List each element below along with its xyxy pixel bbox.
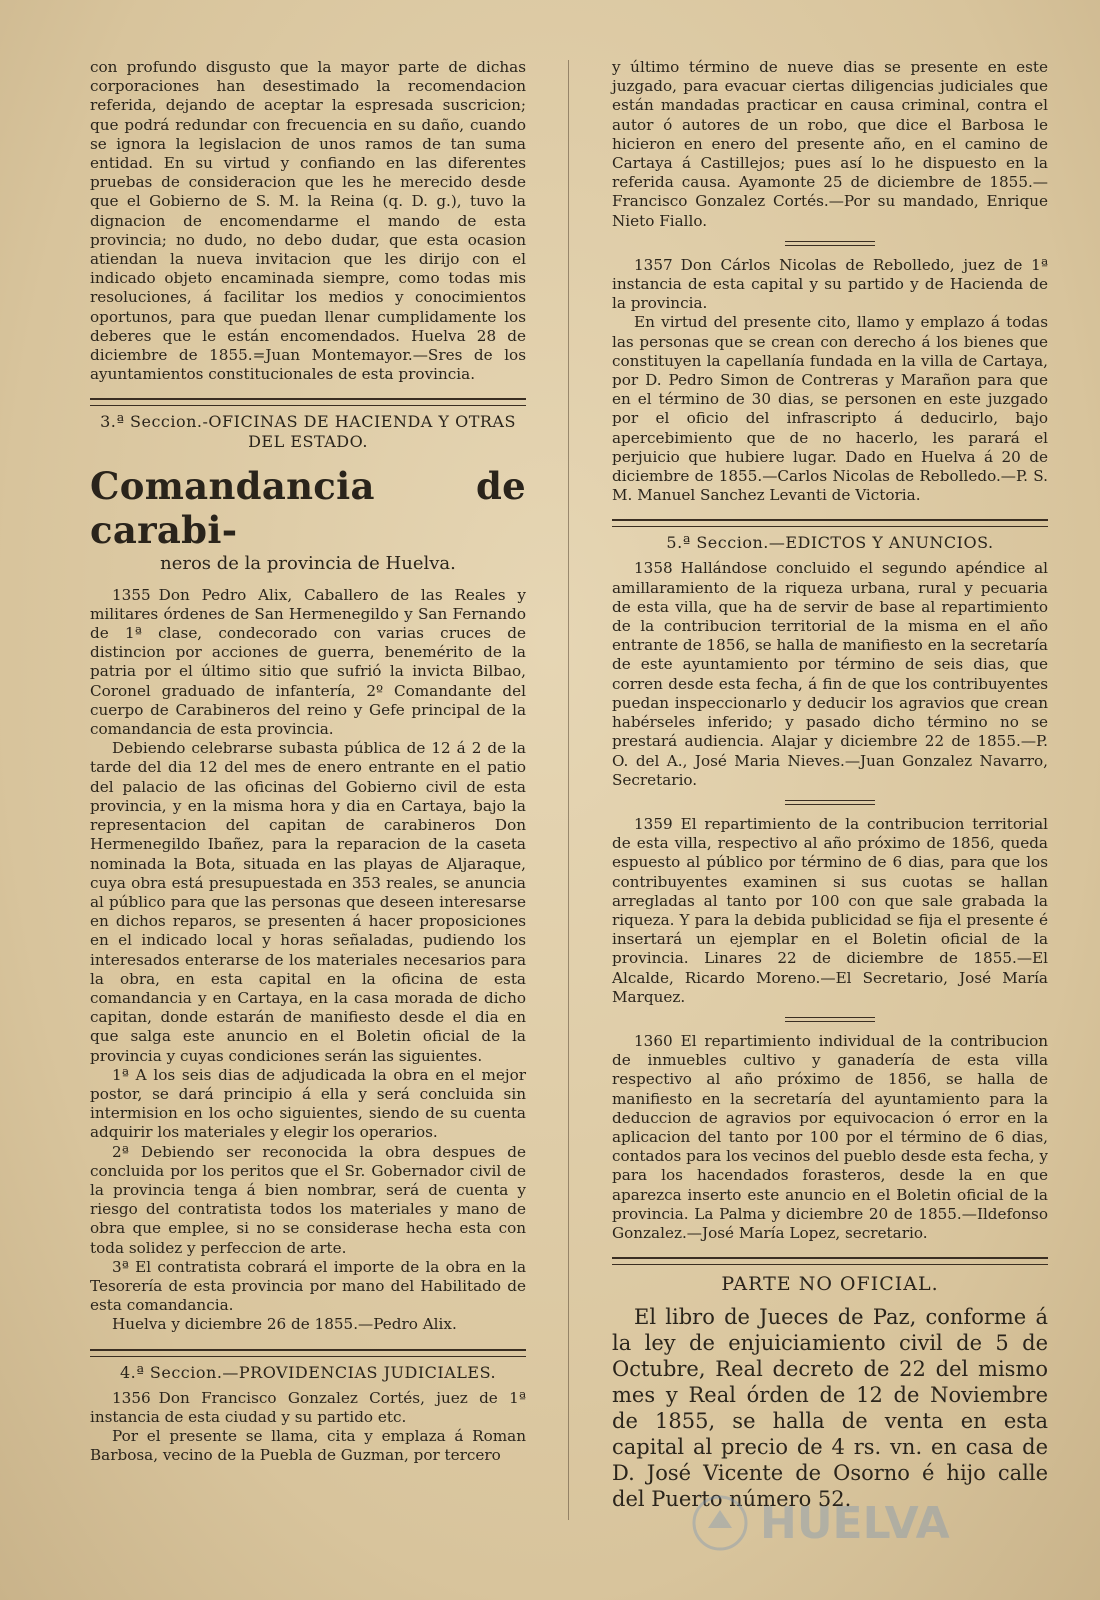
right-column bbox=[612, 58, 1048, 1530]
left-column bbox=[90, 58, 526, 1530]
entry-number: 1360 bbox=[634, 1031, 673, 1050]
comandancia-title: Comandancia de carabi- bbox=[90, 464, 526, 553]
short-rule bbox=[785, 1017, 875, 1022]
archive-watermark-logo bbox=[690, 1488, 1020, 1558]
entry-1355-header: 1355 Don Pedro Alix, Caballero de las Reales y militares órdenes de San Hermenegildo y San Fernando de 1ª clase, condecorado con varias cruces de distincion por acciones de guerra, benemérito de la patria por el último sitio que sufrió la invicta Bilbao, Coronel graduado de infantería, 2º Comandante del cuerpo de Carabineros del reino y Gefe principal de la comandancia de esta provincia. bbox=[90, 585, 526, 739]
entry-number: 1359 bbox=[634, 814, 673, 833]
comandancia-subtitle: neros de la provincia de Huelva. bbox=[160, 553, 456, 575]
entry-number: 1356 bbox=[112, 1388, 151, 1407]
book-sale-notice: El libro de Jueces de Paz, conforme á la ley de enjuiciamiento civil de 5 de Octubre, Real decreto de 22 del mismo mes y Real órden de 12 de Noviembre de 1855, se halla de venta en esta capital al precio de 4 rs. vn. en casa de D. José Vicente de Osorno é hijo calle del Puerto número 52. bbox=[612, 1305, 1048, 1512]
section-rule bbox=[90, 398, 526, 406]
short-rule bbox=[785, 800, 875, 805]
column-divider bbox=[568, 60, 569, 1520]
section-3-heading: 3.ª Seccion.-OFICINAS DE HACIENDA Y OTRAS DEL ESTADO. bbox=[100, 412, 516, 452]
section-5-heading: 5.ª Seccion.—EDICTOS Y ANUNCIOS. bbox=[666, 533, 994, 553]
condition-1: 1ª A los seis dias de adjudicada la obra en el mejor postor, se dará principio á ella y será concluida sin intermision en los ocho siguientes, siendo de su cuenta adquirir los materiales y elegir los operarios. bbox=[90, 1065, 526, 1142]
entry-1355-signature: Huelva y diciembre 26 de 1855.—Pedro Alix. bbox=[112, 1315, 457, 1334]
entry-1355-body: Debiendo celebrarse subasta pública de 12 á 2 de la tarde del dia 12 del mes de enero entrante en el patio del palacio de las oficinas del Gobierno civil de esta provincia, y en la misma hora y dia en Cartaya, bajo la representacion del capitan de carabineros Don Hermenegildo Ibañez, para la reparacion de la caseta nominada la Bota, situada en las playas de Aljaraque, cuya obra está presupuestada en 353 reales, se anuncia al público para que las personas que deseen interesarse en dichos reparos, se presenten á hacer proposiciones en el indicado local y horas señaladas, pudiendo los interesados enterarse de los materiales necesarios para la obra, en esta capital en la oficina de esta comandancia y en Cartaya, en la casa morada de dicho capitan, donde estarán de manifiesto desde el dia en que salga este anuncio en el Boletin oficial de la provincia y cuyas condiciones serán las siguientes. bbox=[90, 739, 526, 1065]
entry-1356-body: Por el presente se llama, cita y emplaza á Roman Barbosa, vecino de la Puebla de Guzman, por tercero bbox=[90, 1426, 526, 1465]
entry-number: 1357 bbox=[634, 255, 673, 274]
section-rule bbox=[612, 1257, 1048, 1265]
section-rule bbox=[612, 519, 1048, 527]
entry-1358: 1358 Hallándose concluido el segundo apéndice al amillaramiento de la riqueza urbana, rural y pecuaria de esta villa, que ha de servir de base al repartimiento de la contribucion territorial de la misma en el año entrante de 1856, se halla de manifiesto en la secretaría de este ayuntamiento por término de seis dias, que corren desde esta fecha, á fin de que los contribuyentes puedan inspeccionarlo y deducir los agravios que crean habérseles inferido; y pasado dicho término no se prestará audiencia. Alajar y diciembre 22 de 1855.—P. O. del A., José Maria Nieves.—Juan Gonzalez Navarro, Secretario. bbox=[612, 559, 1048, 789]
entry-1357-header: 1357 Don Cárlos Nicolas de Rebolledo, juez de 1ª instancia de esta capital y su partido y de Hacienda de la provincia. bbox=[612, 255, 1048, 313]
parte-no-oficial-heading: PARTE NO OFICIAL. bbox=[721, 1273, 939, 1296]
entry-1360: 1360 El repartimiento individual de la contribucion de inmuebles cultivo y ganadería de esta villa respectivo al año próximo de 1856, se halla de manifiesto en la secretaría del ayuntamiento para la deduccion de agravios por equivocacion ó error en la aplicacion del tanto por 100 por el término de 6 dias, contados para los vecinos del pueblo desde esta fecha, y para los hacendados forasteros, desde la en que aparezca inserto este anuncio en el Boletin oficial de la provincia. La Palma y diciembre 20 de 1855.—Ildefonso Gonzalez.—José María Lopez, secretario. bbox=[612, 1031, 1048, 1242]
short-rule bbox=[785, 241, 875, 246]
entry-1357-body: En virtud del presente cito, llamo y emplazo á todas las personas que se crean con derecho á los bienes que constituyen la capellanía fundada en la villa de Cartaya, por D. Pedro Simon de Contreras y Marañon para que en el término de 30 dias, se personen en este juzgado por el oficio del infrascripto á deducirlo, bajo apercebimiento que de no hacerlo, les parará el perjuicio que hubiere lugar. Dado en Huelva á 20 de diciembre de 1855.—Carlos Nicolas de Rebolledo.—P. S. M. Manuel Sanchez Levanti de Victoria. bbox=[612, 313, 1048, 505]
entry-1356-header: 1356 Don Francisco Gonzalez Cortés, juez de 1ª instancia de esta ciudad y su partido etc. bbox=[90, 1388, 526, 1426]
condition-3: 3ª El contratista cobrará el importe de la obra en la Tesorería de esta provincia por mano del Habilitado de esta comandancia. bbox=[90, 1257, 526, 1315]
entry-number: 1358 bbox=[634, 559, 673, 578]
section-rule bbox=[90, 1349, 526, 1357]
condition-2: 2ª Debiendo ser reconocida la obra despues de concluida por los peritos que el Sr. Gobernador civil de la provincia tenga á bien nombrar, será de cuenta y riesgo del contratista todos los materiales y mano de obra que emplee, si no se considerase hecha esta con toda solidez y perfeccion de arte. bbox=[90, 1142, 526, 1257]
entry-number: 1355 bbox=[112, 585, 151, 604]
section-4-heading: 4.ª Seccion.—PROVIDENCIAS JUDICIALES. bbox=[119, 1362, 497, 1382]
intro-paragraph: con profundo disgusto que la mayor parte de dichas corporaciones han desestimado la recomendacion referida, dejando de aceptar la espresada suscricion; que podrá redundar con frecuencia en su daño, cuando se ignora la legislacion de unos ramos de tan suma entidad. En su virtud y confiando en las diferentes pruebas de consideracion que les he merecido desde que el Gobierno de S. M. la Reina (q. D. g.), tuvo la dignacion de encomendarme el mando de esta provincia; no dudo, no debo dudar, que esta ocasion atiendan la nueva invitacion que les dirijo con el indicado objeto encaminada siempre, como todas mis resoluciones, á facilitar los medios y conocimientos oportunos, para que puedan llenar cumplidamente los deberes que le están encomendados. Huelva 28 de diciembre de 1855.=Juan Montemayor.—Sres de los ayuntamientos constitucionales de esta provincia. bbox=[90, 58, 526, 384]
watermark-text: HUELVA bbox=[760, 1498, 950, 1549]
entry-1359: 1359 El repartimiento de la contribucion territorial de esta villa, respectivo al año próximo de 1856, queda espuesto al público por término de 6 dias, para que los contribuyentes examinen si sus cuotas se hallan arregladas al tanto por 100 con que sale grabada la riqueza. Y para la debida publicidad se fija el presente é insertará un ejemplar en el Boletin oficial de la provincia. Linares 22 de diciembre de 1855.—El Alcalde, Ricardo Moreno.—El Secretario, José María Marquez. bbox=[612, 814, 1048, 1006]
entry-1356-continuation: y último término de nueve dias se presente en este juzgado, para evacuar ciertas diligencias judiciales que están mandadas practicar en causa criminal, contra el autor ó autores de un robo, que dice el Barbosa le hicieron en enero del presente año, en el camino de Cartaya á Castillejos; pues así lo he dispuesto en la referida causa. Ayamonte 25 de diciembre de 1855.—Francisco Gonzalez Cortés.—Por su mandado, Enrique Nieto Fiallo. bbox=[612, 58, 1048, 230]
